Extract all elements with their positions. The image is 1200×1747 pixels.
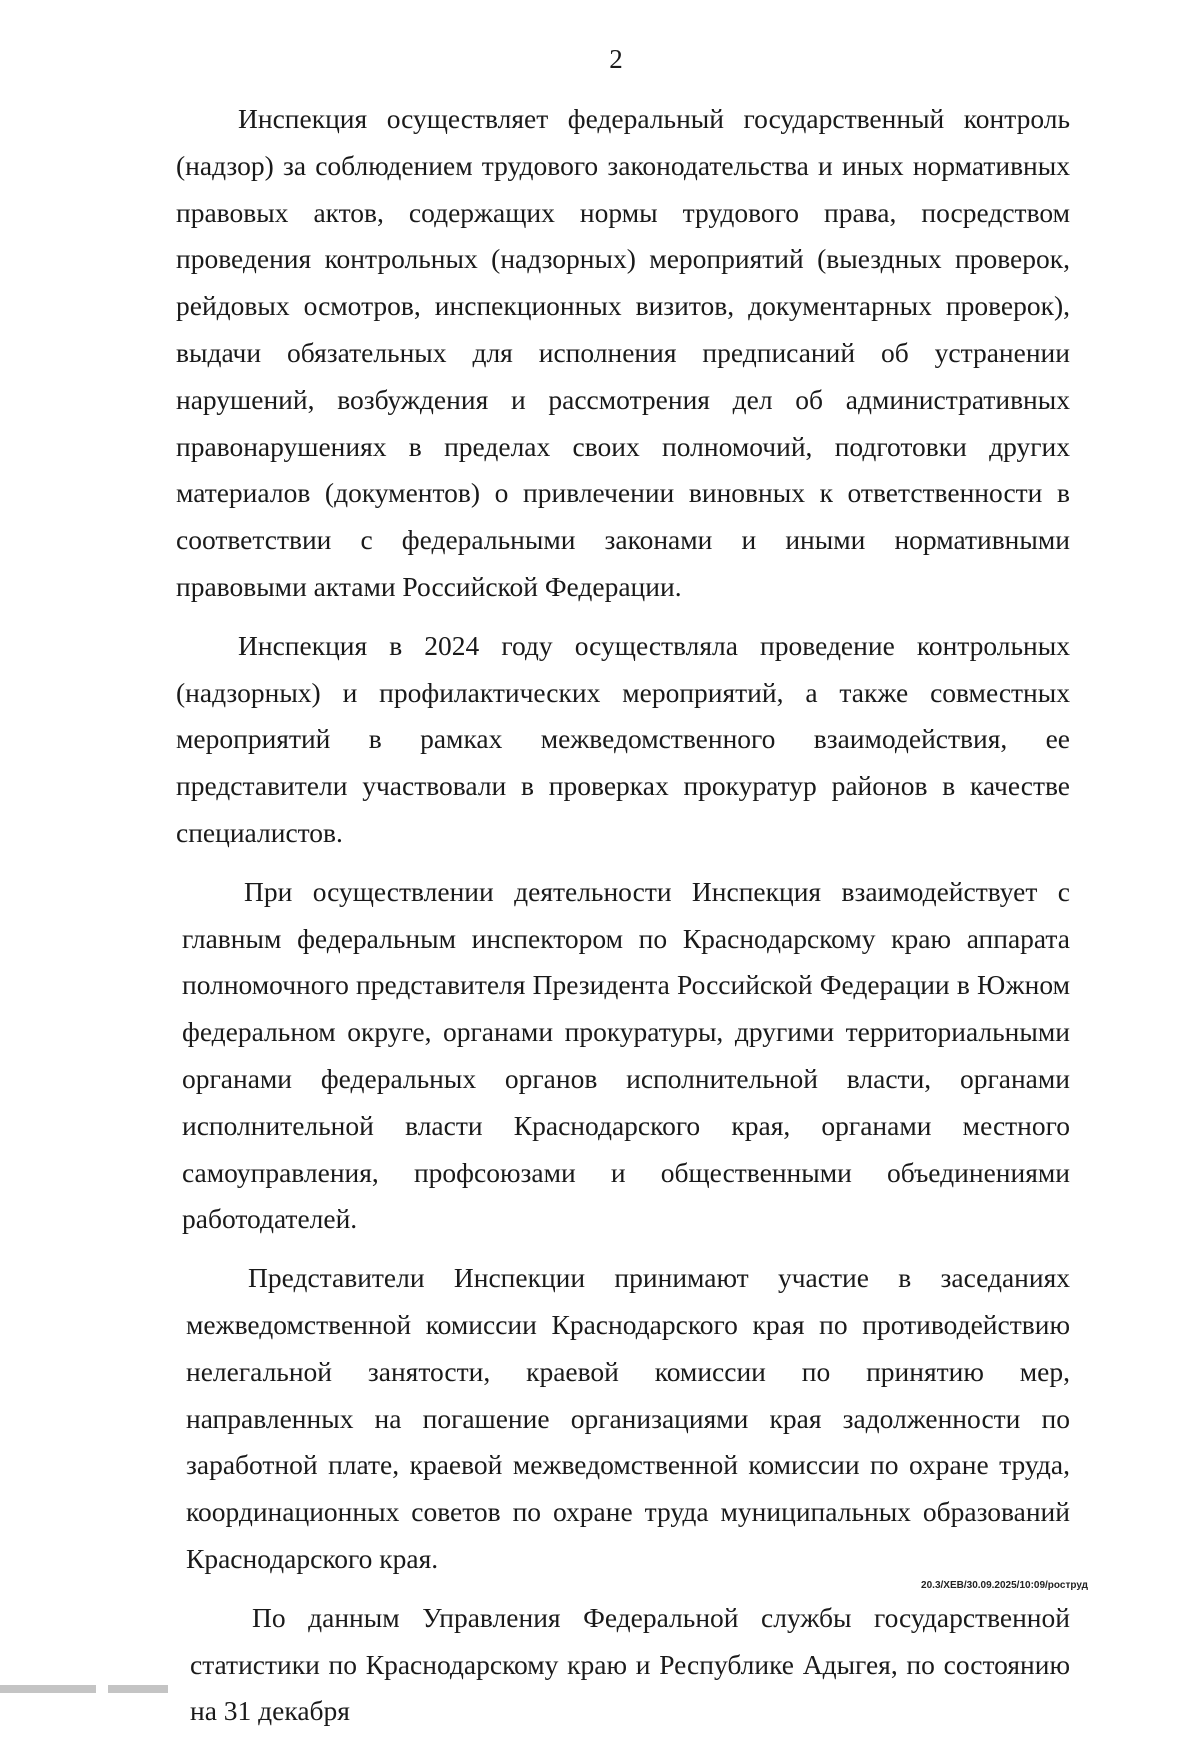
paragraph-commissions: Представители Инспекции принимают участие в заседаниях межведомственной комиссии Краснодарского края по противодействию нелегальной занятости, краевой комиссии по принятию мер, направленных на погашение организациями края задолженности по заработной плате, краевой межведомственной комиссии по охране труда, координационных советов по охране труда муниципальных образований Краснодарского края.	[186, 1262, 1070, 1574]
paragraph-statistics: По данным Управления Федеральной службы государственной статистики по Краснодарскому краю и Республике Адыгея, по состоянию на 31 декабря	[190, 1601, 1070, 1727]
registration-stamp: 20.3/ХЕВ/30.09.2025/10:09/роструд	[921, 1580, 1088, 1591]
paragraph-inspection-control: Инспекция осуществляет федеральный государственный контроль (надзор) за соблюдением трудового законодательства и иных нормативных правовых актов, содержащих нормы трудового права, посредством проведения контрольных (надзорных) мероприятий (выездных проверок, рейдовых осмотров, инспекционных визитов, документарных проверок), выдачи обязательных для исполнения предписаний об устранении нарушений, возбуждения и рассмотрения дел об административных правонарушениях в пределах своих полномочий, подготовки других материалов (документов) о привлечении виновных к ответственности в соответствии с федеральными законами и иными нормативными правовыми актами Российской Федерации.	[176, 103, 1070, 602]
paragraph-interaction: При осуществлении деятельности Инспекция взаимодействует с главным федеральным инспектором по Краснодарскому краю аппарата полномочного представителя Президента Российской Федерации в Южном федеральном округе, органами прокуратуры, другими территориальными органами федеральных органов исполнительной власти, органами исполнительной власти Краснодарского края, органами местного самоуправления, профсоюзами и общественными объединениями работодателей.	[182, 875, 1070, 1235]
page-number: 2	[609, 44, 623, 74]
scan-edge-artifact	[0, 1685, 1200, 1693]
document-body	[176, 96, 1070, 1747]
paragraph-inspection-2024: Инспекция в 2024 году осуществляла проведение контрольных (надзорных) и профилактических мероприятий, а также совместных мероприятий в рамках межведомственного взаимодействия, ее представители участвовали в проверках прокуратур районов в качестве специалистов.	[176, 629, 1070, 848]
